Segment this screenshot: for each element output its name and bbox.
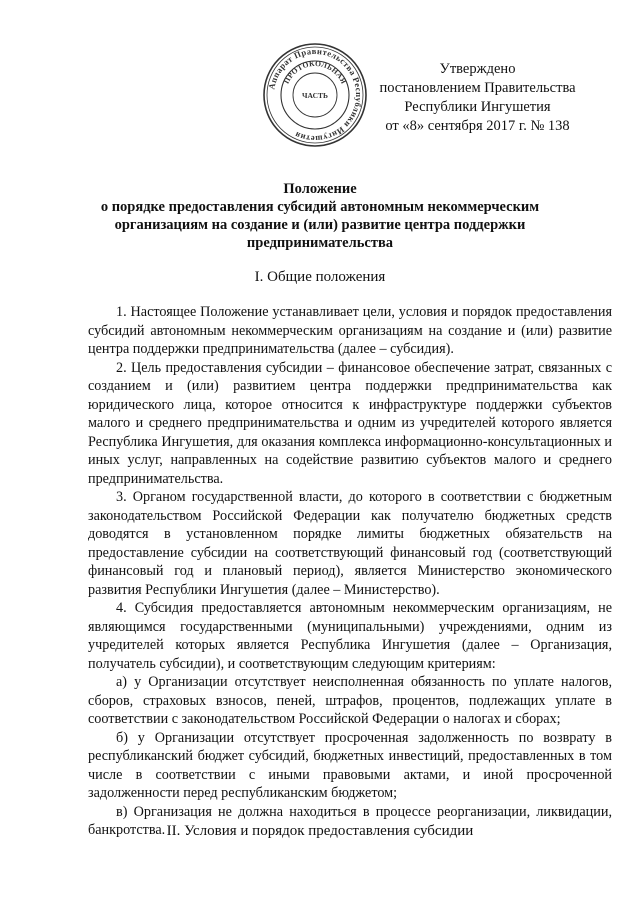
paragraph-4a: а) у Организации отсутствует неисполненная обязанность по уплате налогов, сборов, страховых взносов, пеней, штрафов, процентов, подлежащих уплате в соответствии с законодательством Российской Федерации о налогах и сборах; <box>88 674 612 727</box>
paragraph-4b: б) у Организации отсутствует просроченная задолженность по возврату в республиканский бюджет субсидий, бюджетных инвестиций, предоставленных в том числе в соответствии с иными правовыми актами, и иной просроченной задолженности перед республиканским бюджетом; <box>88 729 612 801</box>
approval-line-3: Республики Ингушетия <box>404 99 551 115</box>
approval-block <box>355 60 600 136</box>
paragraph-3: 3. Органом государственной власти, до которого в соответствии с бюджетным законодательством Российской Федерации как получателю бюджетных средств доводятся в установленном порядке лимиты бюджетных обязательств на предоставление субсидии на соответствующий финансовый год (соответствующий финансовый год и плановый период), является Министерство экономического развития Республики Ингушетия (далее – Министерство). <box>88 489 612 598</box>
paragraph-1: 1. Настоящее Положение устанавливает цели, условия и порядок предоставления субсидий автономным некоммерческим организациям на создание и (или) развитие центра поддержки предпринимательства (далее – субсидия). <box>88 304 612 357</box>
title-line-2: о порядке предоставления субсидий автономным некоммерческим <box>100 199 540 215</box>
title-line-1: Положение <box>283 181 357 197</box>
paragraph-4: 4. Субсидия предоставляется автономным некоммерческим организациям, не являющимся государственными (муниципальными) учреждениями, одним из учредителей которых является Республика Ингушетия (далее – Организация, получатель субсидии), и соответствующим следующим критериям: <box>88 600 612 672</box>
title-line-3: организациям на создание и (или) развитие центра поддержки <box>114 217 526 233</box>
approval-line-1: Утверждено <box>439 61 516 77</box>
official-stamp <box>262 42 368 148</box>
body-text <box>88 303 612 840</box>
section-heading-1: I. Общие положения <box>254 269 386 285</box>
approval-line-4: от «8» сентября 2017 г. № 138 <box>385 118 570 134</box>
stamp-center-text: ЧАСТЬ <box>302 91 328 100</box>
stamp-seal-icon <box>262 42 368 148</box>
stamp-outer-text: Аппарат Правительства Республики Ингушетия <box>266 45 365 145</box>
document-title <box>60 180 580 252</box>
paragraph-2: 2. Цель предоставления субсидии – финансовое обеспечение затрат, связанных с созданием и (или) развитием центра поддержки предпринимательства как юридического лица, которое относится к инфраструктуре поддержки субъектов малого и среднего предпринимательства и одним из учредителей которого является Республика Ингушетия, для оказания комплекса информационно-консультационных и иных услуг, направленных на содействие развитию субъектов малого и среднего предпринимательства. <box>88 359 612 487</box>
stamp-middle-text: ПРОТОКОЛЬНАЯ <box>281 58 349 86</box>
section-heading-2: II. Условия и порядок предоставления субсидии <box>166 823 474 839</box>
approval-line-2: постановлением Правительства <box>379 80 576 96</box>
title-line-4: предпринимательства <box>246 235 394 251</box>
paragraph-4c: в) Организация не должна находиться в процессе реорганизации, ликвидации, банкротства. <box>88 803 612 838</box>
